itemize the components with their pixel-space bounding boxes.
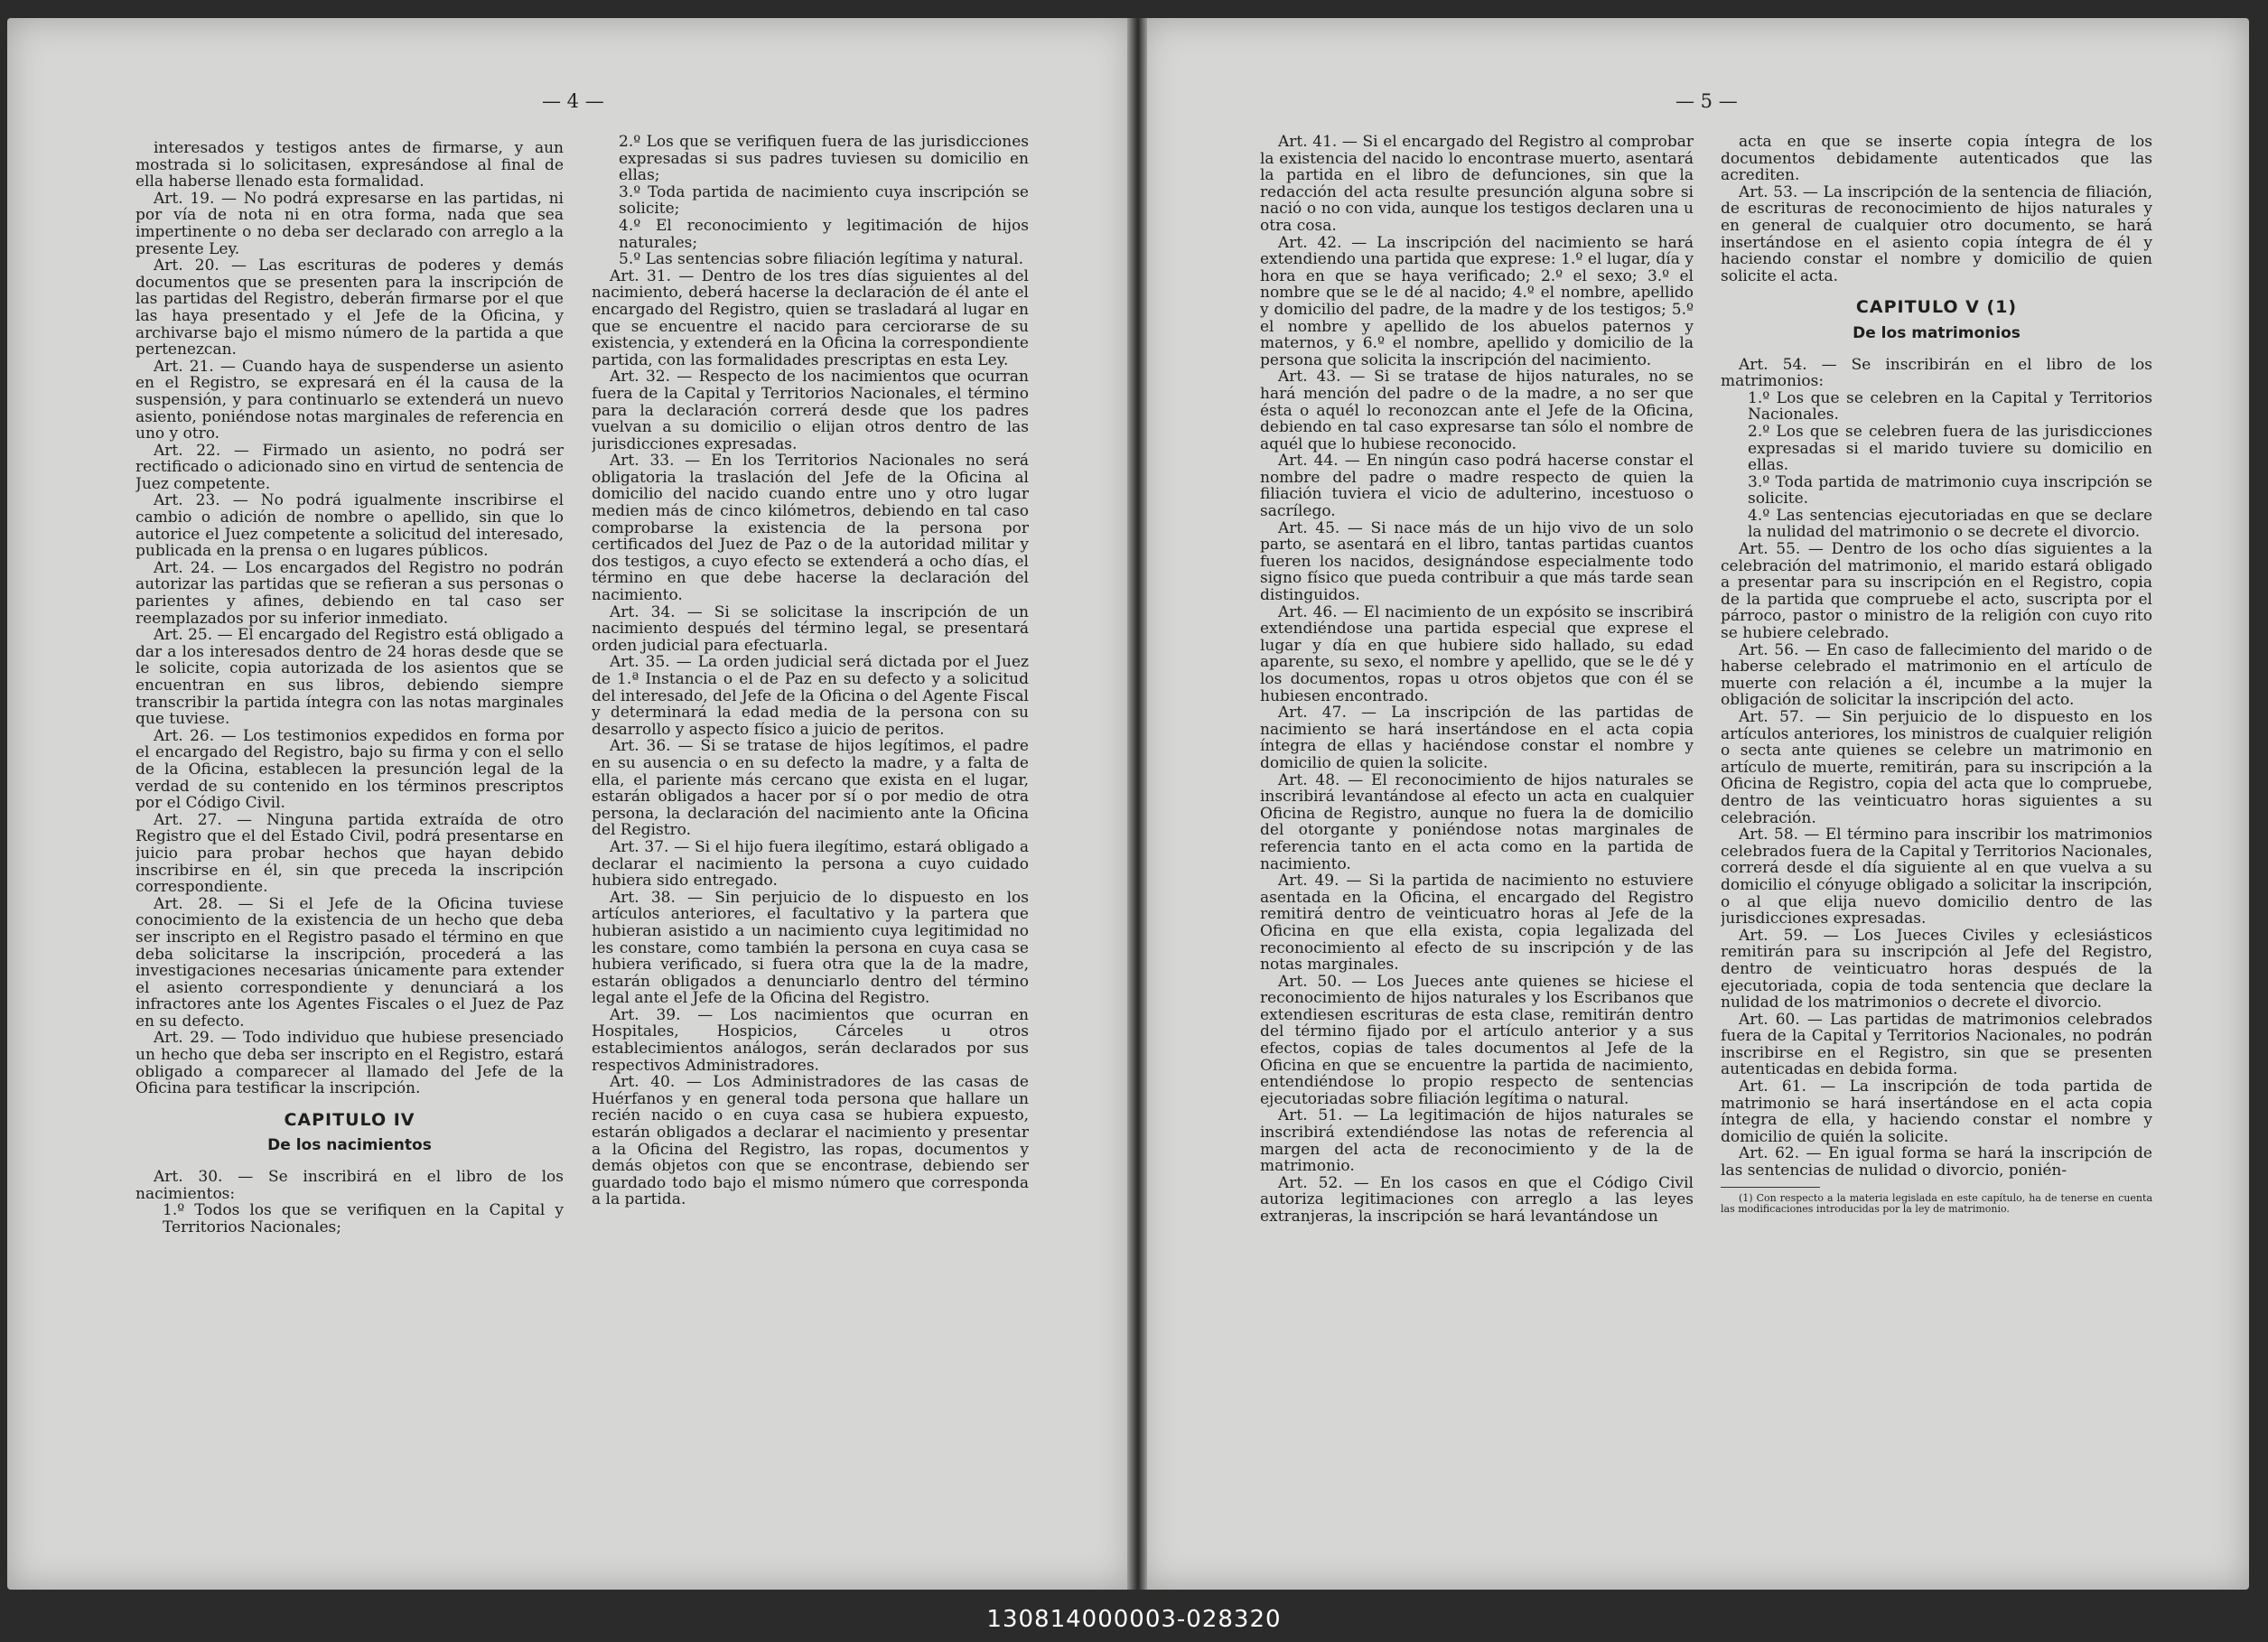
article-paragraph: Art. 52. — En los casos en que el Código Civil autoriza legitimaciones con arreglo a las leyes extranjeras, la inscripción se hará levantándose un (1260, 1173, 1694, 1226)
list-item: 2.º Los que se celebren fuera de las jurisdicciones expresadas si el marido tuviere su domicilio en ellas. (1748, 422, 2152, 475)
article-paragraph: Art. 38. — Sin perjuicio de lo dispuesto en los artículos anteriores, el facultativo y la partera que hubieran asistido a un nacimiento cuya legitimidad no les constare, como también la persona en cuya casa se hubiera verificado, si fuera otra que la de la madre, estarán obligados a denunciarlo dentro del término legal ante el Jefe de la Oficina del Registro. (592, 888, 1029, 1008)
list-item: 3.º Toda partida de matrimonio cuya inscripción se solicite. (1748, 472, 2152, 508)
article-paragraph: Art. 56. — En caso de fallecimiento del marido o de haberse celebrado el matrimonio en el artículo de muerte con relación a él, incumbe a la mujer la obligación de solicitar la inscripción del acto. (1721, 640, 2152, 710)
article-paragraph: Art. 24. — Los encargados del Registro no podrán autorizar las partidas que se refieran a sus personas o parientes y afines, debiendo en tal caso ser reemplazados por su inferior inmediato. (135, 558, 564, 628)
article-paragraph: Art. 49. — Si la partida de nacimiento no estuviere asentada en la Oficina, el encargado del Registro remitirá dentro de veinticuatro horas al Jefe de la Oficina en que ella exista, copia legalizada del reconocimiento al efecto de su inscripción y de las notas marginales. (1260, 872, 1694, 975)
book-gutter (1127, 18, 1147, 1590)
article-paragraph: Art. 29. — Todo individuo que hubiese presenciado un hecho que deba ser inscripto en el Registro, estará obligado a comparecer al llamado del Jefe de la Oficina para testificar la inscripción. (135, 1029, 564, 1098)
list-item: 4.º Las sentencias ejecutoriadas en que se declare la nulidad del matrimonio o se decrete el divorcio. (1748, 506, 2152, 542)
article-paragraph: Art. 23. — No podrá igualmente inscribirse el cambio o adición de nombre o apellido, sin que lo autorice el Juez competente a solicitud del interesado, publicada en la prensa o en lugares públicos. (135, 491, 564, 561)
article-paragraph: Art. 35. — La orden judicial será dictada por el Juez de 1.ª Instancia o el de Paz en su defecto y a solicitud del interesado, del Jefe de la Oficina o del Agente Fiscal y determinará la edad media de la persona con su desarrollo y aspecto físico a juicio de peritos. (592, 653, 1029, 739)
right-column-1 (1260, 134, 1694, 1543)
article-paragraph: Art. 44. — En ningún caso podrá hacerse constar el nombre del padre o madre respecto de quien la filiación tuviera el vicio de adulterino, incestuoso o sacrílego. (1260, 452, 1694, 521)
scan-id-label: 130814000003-028320 (986, 1606, 1282, 1633)
article-paragraph: Art. 39. — Los nacimientos que ocurran en Hospitales, Hospicios, Cárceles u otros establecimientos análogos, serán declarados por sus respectivos Administradores. (592, 1005, 1029, 1075)
chapter-title: CAPITULO IV (284, 1109, 415, 1130)
article-paragraph: Art. 53. — La inscripción de la sentencia de filiación, de escrituras de reconocimiento de hijos naturales y en general de cualquier otro documento, se hará insertándose en el asiento copia íntegra de él y haciendo constar el nombre y domicilio de quien solicite el acta. (1721, 182, 2152, 285)
article-paragraph: Art. 42. — La inscripción del nacimiento se hará extendiendo una partida que exprese: 1.º el lugar, día y hora en que se haya verificado; 2.º el sexo; 3.º el nombre que se le dé al nacido; 4.º el nombre, apellido y domicilio del padre, de la madre y de los testigos; 5.º el nombre y apellido de los abuelos paternos y maternos, y 6.º el nombre, apellido y domicilio de la persona que solicita la inscripción del nacimiento. (1260, 233, 1694, 369)
article-paragraph: Art. 37. — Si el hijo fuera ilegítimo, estará obligado a declarar el nacimiento la persona a cuyo cuidado hubiera sido entregado. (592, 837, 1029, 891)
article-paragraph: Art. 46. — El nacimiento de un expósito se inscribirá extendiéndose una partida especial que exprese el lugar y día en que hubiere sido hallado, su edad aparente, su sexo, el nombre y apellido, que se le dé y los documentos, ropas u otros objetos que con él se hubiesen encontrado. (1260, 602, 1694, 705)
list-item: 1.º Todos los que se verifiquen en la Capital y Territorios Nacionales; (163, 1201, 564, 1236)
article-paragraph: Art. 19. — No podrá expresarse en las partidas, ni por vía de nota ni en otra forma, nada que sea impertinente o no deba ser declarado con arreglo a la presente Ley. (135, 189, 564, 258)
article-paragraph: Art. 43. — Si se tratase de hijos naturales, no se hará mención del padre o de la madre, a no ser que ésta o aquél lo reconozcan ante el Jefe de la Oficina, debiendo en tal caso expresarse tan sólo el nombre de aquél que lo hubiese reconocido. (1260, 368, 1694, 453)
article-paragraph: Art. 45. — Si nace más de un hijo vivo de un solo parto, se asentará en el libro, tantas partidas cuantos fueren los nacidos, designándose especialmente todo signo físico que pueda contribuir a que más tarde sean distinguidos. (1260, 518, 1694, 605)
article-paragraph: Art. 32. — Respecto de los nacimientos que ocurran fuera de la Capital y Territorios Nacionales, el término para la declaración correrá desde que los padres vuelvan a su domicilio o elijan otros dentro de las jurisdicciones expresadas. (592, 368, 1029, 453)
article-paragraph: Art. 31. — Dentro de los tres días siguientes al del nacimiento, deberá hacerse la declaración de él ante el encargado del Registro, quien se trasladará al lugar en que se encuentre el nacido para cerciorarse de su existencia, y extenderá en la Oficina la correspondiente partida, con las formalidades prescriptas en esta Ley. (592, 266, 1029, 369)
left-column-2 (592, 134, 1029, 1535)
list-item: 4.º El reconocimiento y legitimación de hijos naturales; (619, 216, 1029, 252)
article-paragraph: Art. 20. — Las escrituras de poderes y demás documentos que se presenten para la inscripción de las partidas del Registro, deberán firmarse por el que las haya presentado y el Jefe de la Oficina, y archivarse bajo el mismo número de la partida a que pertenezcan. (135, 257, 564, 359)
article-paragraph: Art. 55. — Dentro de los ocho días siguientes a la celebración del matrimonio, el marido estará obligado a presentar para su inscripción en el Registro, copia de la partida que compruebe el acto, suscripta por el párroco, pastor o ministro de la religión con cuyo rito se hubiere celebrado. (1721, 540, 2152, 643)
right-page-number: — 5 — (1675, 90, 1738, 112)
article-paragraph: Art. 26. — Los testimonios expedidos en forma por el encargado del Registro, bajo su firma y con el sello de la Oficina, establecen la presunción legal de la verdad de su contenido en los términos prescriptos por el Código Civil. (135, 726, 564, 813)
article-paragraph: Art. 21. — Cuando haya de suspenderse un asiento en el Registro, se expresará en él la causa de la suspensión, y para continuarlo se extenderá un nuevo asiento, poniéndose notas marginales de referencia en uno y otro. (135, 357, 564, 443)
article-paragraph: Art. 41. — Si el encargado del Registro al comprobar la existencia del nacido lo encontrase muerto, asentará la partida en el libro de defunciones, sin que la redacción del acta resulte presunción alguna sobre si nació o no con vida, aunque los testigos declaren una u otra cosa. (1260, 134, 1694, 235)
chapter-title: CAPITULO V (1) (1855, 297, 2018, 318)
article-paragraph: Art. 36. — Si se tratase de hijos legítimos, el padre en su ausencia o en su defecto la madre, y a falta de ella, el pariente más cercano que exista en el lugar, estarán obligados a hacer por sí o por medio de otra persona, la declaración del nacimiento ante la Oficina del Registro. (592, 737, 1029, 840)
article-paragraph: Art. 33. — En los Territorios Nacionales no será obligatoria la traslación del Jefe de la Oficina al domicilio del nacido cuando entre uno y otro lugar medien más de cinco kilómetros, debiendo en tal caso comprobarse la existencia de la persona por certificados del Juez de Paz o de la autoridad militar y dos testigos, a cuyo efecto se extenderá a ocho días, el término en que debe hacerse la declaración del nacimiento. (592, 452, 1029, 605)
article-paragraph: Art. 62. — En igual forma se hará la inscripción de las sentencias de nulidad o divorcio, ponién- (1721, 1144, 2152, 1180)
left-column-1 (135, 140, 564, 1535)
article-paragraph: Art. 34. — Si se solicitase la inscripción de un nacimiento después del término legal, se presentará orden judicial para efectuarla. (592, 602, 1029, 655)
article-paragraph: Art. 57. — Sin perjuicio de lo dispuesto en los artículos anteriores, los ministros de cualquier religión o secta ante quienes se celebre un matrimonio en artículo de muerte, remitirán, para su inscripción a la Oficina de Registro, copia del acta que lo compruebe, dentro de las veinticuatro horas siguientes a su celebración. (1721, 708, 2152, 827)
article-paragraph: Art. 51. — La legitimación de hijos naturales se inscribirá extendiéndose las notas de referencia al margen del acta de reconocimiento y de la de matrimonio. (1260, 1106, 1694, 1176)
footnote-rule (1721, 1187, 1820, 1188)
article-paragraph: Art. 58. — El término para inscribir los matrimonios celebrados fuera de la Capital y Territorios Nacionales, correrá desde el día siguiente al en que vuelva a su domicilio el cónyuge obligado a solicitar la inscripción, o al que elija nuevo domicilio dentro de las jurisdicciones expresadas. (1721, 826, 2152, 928)
chapter-subtitle: De los nacimientos (267, 1136, 432, 1155)
right-column-2 (1721, 134, 2152, 1543)
list-item: 5.º Las sentencias sobre filiación legítima y natural. (619, 250, 1024, 269)
chapter-subtitle: De los matrimonios (1853, 323, 2021, 342)
article-paragraph: Art. 60. — Las partidas de matrimonios celebrados fuera de la Capital y Territorios Nacionales, no podrán inscribirse en el Registro, sin que se presenten autenticadas en debida forma. (1721, 1010, 2152, 1079)
article-paragraph: Art. 25. — El encargado del Registro está obligado a dar a los interesados dentro de 24 horas desde que se le solicite, copia autorizada de los asientos que se encuentran en sus libros, debiendo siempre transcribir la partida íntegra con las notas marginales que tuviese. (135, 626, 564, 729)
article-paragraph: Art. 40. — Los Administradores de las casas de Huérfanos y en general toda persona que hallare un recién nacido o en cuya casa se hubiera expuesto, estarán obligados a declarar el nacimiento y presentar a la Oficina del Registro, las ropas, documentos y demás objetos con que se encontrase, debiendo ser guardado todo bajo el mismo número que corresponda a la partida. (592, 1073, 1029, 1209)
article-paragraph: Art. 59. — Los Jueces Civiles y eclesiásticos remitirán para su inscripción al Jefe del Registro, dentro de veinticuatro horas después de la ejecutoriada, copia de toda sentencia que declare la nulidad de los matrimonios o decrete el divorcio. (1721, 926, 2152, 1012)
article-paragraph: interesados y testigos antes de firmarse, y aun mostrada si lo solicitasen, expresándose al final de ella haberse llenado esta formalidad. (135, 140, 564, 191)
footnote: (1) Con respecto a la materia legislada en este capítulo, ha de tenerse en cuenta las modificaciones introducidas por la ley de matrimonio. (1721, 1191, 2152, 1215)
article-paragraph: Art. 48. — El reconocimiento de hijos naturales se inscribirá levantándose al efecto un acta en cualquier Oficina de Registro, aunque no fuera la de domicilio del otorgante y poniéndose notas marginales de referencia tanto en el acta como en la partida de nacimiento. (1260, 770, 1694, 873)
article-paragraph: Art. 50. — Los Jueces ante quienes se hiciese el reconocimiento de hijos naturales y los Escribanos que extendiesen escrituras de esta clase, remitirán dentro del término fijado por el artículo anterior y a sus efectos, copias de tales documentos al Jefe de la Oficina en que se encuentre la partida de nacimiento, entendiéndose lo propio respecto de sentencias ejecutoriadas sobre filiación legítima o natural. (1260, 972, 1694, 1108)
list-item: 2.º Los que se verifiquen fuera de las jurisdicciones expresadas si sus padres tuviesen su domicilio en ellas; (619, 134, 1029, 185)
article-paragraph: Art. 28. — Si el Jefe de la Oficina tuviese conocimiento de la existencia de un hecho que deba ser inscripto en el Registro pasado el término en que deba solicitarse la inscripción, procederá a las investigaciones necesarias únicamente para extender el asiento correspondiente y denunciará a los infractores ante los Agentes Fiscales o el Juez de Paz en su defecto. (135, 894, 564, 1031)
article-paragraph: Art. 30. — Se inscribirá en el libro de los nacimientos: (135, 1168, 564, 1203)
article-paragraph: Art. 47. — La inscripción de las partidas de nacimiento se hará insertándose en el acta copia íntegra de ellas y haciéndose constar el nombre y domicilio de quien la solicite. (1260, 704, 1694, 772)
article-paragraph: Art. 22. — Firmado un asiento, no podrá ser rectificado o adicionado sino en virtud de sentencia de Juez competente. (135, 441, 564, 493)
article-paragraph: Art. 61. — La inscripción de toda partida de matrimonio se hará insertándose en el acta copia íntegra de ella, y haciendo constar el nombre y domicilio de quién la solicite. (1721, 1078, 2152, 1146)
article-paragraph: acta en que se inserte copia íntegra de los documentos debidamente autenticados que las acrediten. (1721, 134, 2152, 185)
list-item: 3.º Toda partida de nacimiento cuya inscripción se solicite; (619, 182, 1029, 219)
article-paragraph: Art. 54. — Se inscribirán en el libro de los matrimonios: (1721, 355, 2152, 391)
article-paragraph: Art. 27. — Ninguna partida extraída de otro Registro que el del Estado Civil, podrá presentarse en juicio para probar hechos que hayan debido inscribirse en él, sin que preceda la inscripción correspondiente. (135, 810, 564, 897)
list-item: 1.º Los que se celebren en la Capital y Territorios Nacionales. (1748, 388, 2152, 424)
left-page-number: — 4 — (542, 90, 604, 112)
